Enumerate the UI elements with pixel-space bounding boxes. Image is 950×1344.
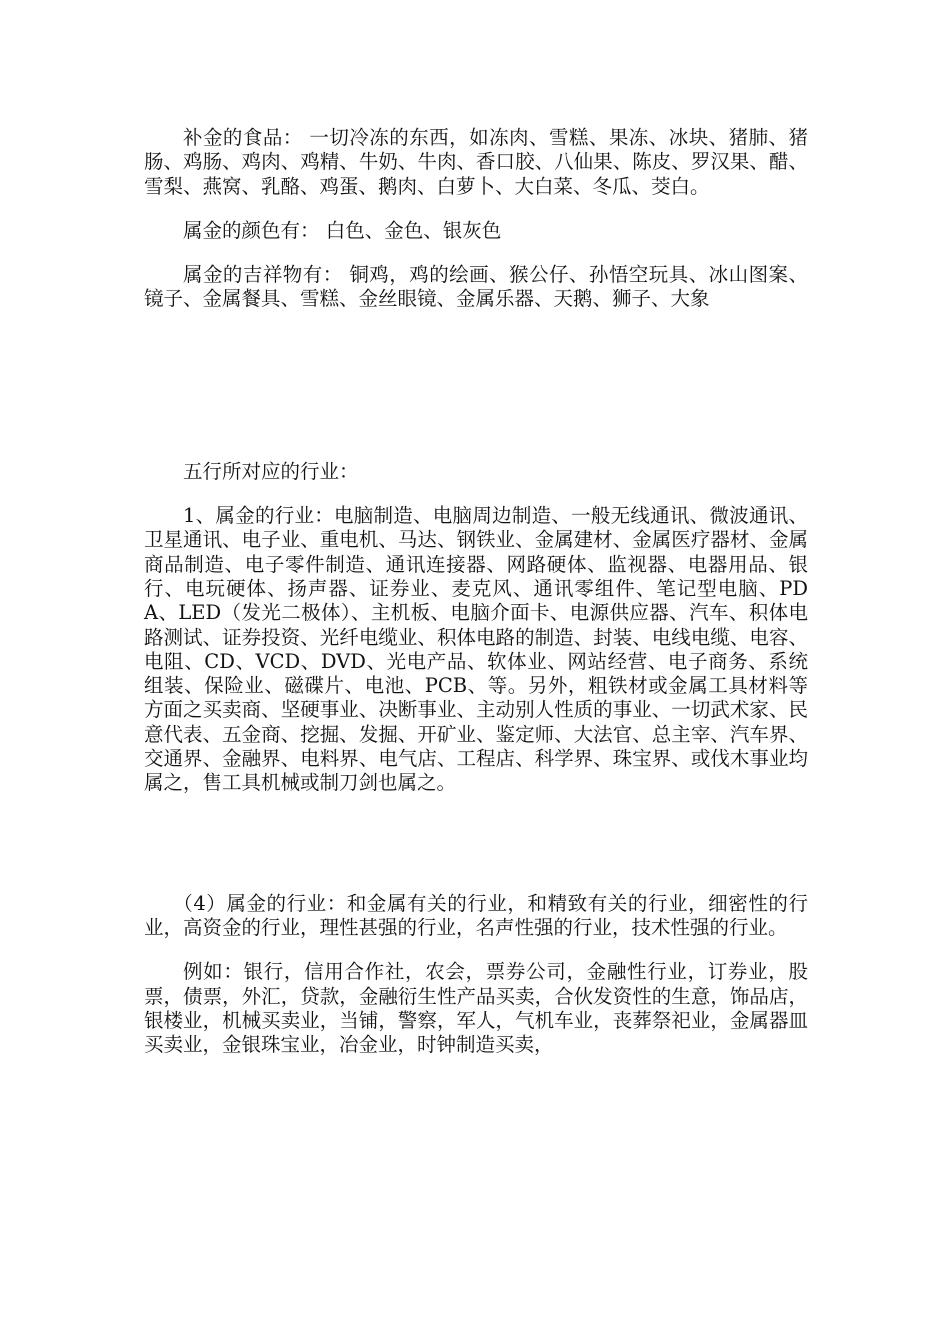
paragraph-metal-industries-traits: （4）属金的行业：和金属有关的行业，和精致有关的行业，细密性的行业，高资金的行业，理性甚强的行业，名声性强的行业，技术性强的行业。 (144, 891, 808, 939)
paragraph-metal-industries-examples: 例如：银行，信用合作社，农会，票券公司，金融性行业，订券业，股票，债票，外汇，贷款，金融衍生性产品买卖，合伙发资性的生意，饰品店，银楼业，机械买卖业，当铺，警察，军人，气机车业，丧葬祭祀业，金属器皿买卖业，金银珠宝业，冶金业，时钟制造买卖， (144, 960, 808, 1057)
paragraph-metal-foods: 补金的食品： 一切冷冻的东西，如冻肉、雪糕、果冻、冰块、猪肺、猪肠、鸡肠、鸡肉、鸡精、牛奶、牛肉、香口胶、八仙果、陈皮、罗汉果、醋、雪梨、燕窝、乳酪、鸡蛋、鹅肉、白萝卜、大白菜、冬瓜、茭白。 (144, 126, 808, 198)
document-page (144, 126, 808, 1057)
paragraph-metal-industries-list: 1、属金的行业：电脑制造、电脑周边制造、一般无线通讯、微波通讯、卫星通讯、电子业、重电机、马达、钢铁业、金属建材、金属医疗器材、金属商品制造、电子零件制造、通讯连接器、网路硬体、监视器、电器用品、银行、电玩硬体、扬声器、证券业、麦克风、通讯零组件、笔记型电脑、PDA、LED（发光二极体）、主机板、电脑介面卡、电源供应器、汽车、积体电路测试、证券投资、光纤电缆业、积体电路的制造、封装、电线电缆、电容、电阻、CD、VCD、DVD、光电产品、软体业、网站经营、电子商务、系统组装、保险业、磁碟片、电池、PCB、等。另外，粗铁材或金属工具材料等方面之买卖商、坚硬事业、决断事业、主动别人性质的事业、一切武术家、民意代表、五金商、挖掘、发掘、开矿业、鉴定师、大法官、总主宰、汽车界、交通界、金融界、电料界、电气店、工程店、科学界、珠宝界、或伐木事业均属之，售工具机械或制刀剑也属之。 (144, 504, 808, 795)
paragraph-metal-mascots: 属金的吉祥物有： 铜鸡，鸡的绘画、猴公仔、孙悟空玩具、冰山图案、镜子、金属餐具、雪糕、金丝眼镜、金属乐器、天鹅、狮子、大象 (144, 263, 808, 311)
paragraph-metal-colors: 属金的颜色有： 白色、金色、银灰色 (183, 218, 502, 242)
paragraph-industries-heading: 五行所对应的行业： (183, 459, 359, 483)
